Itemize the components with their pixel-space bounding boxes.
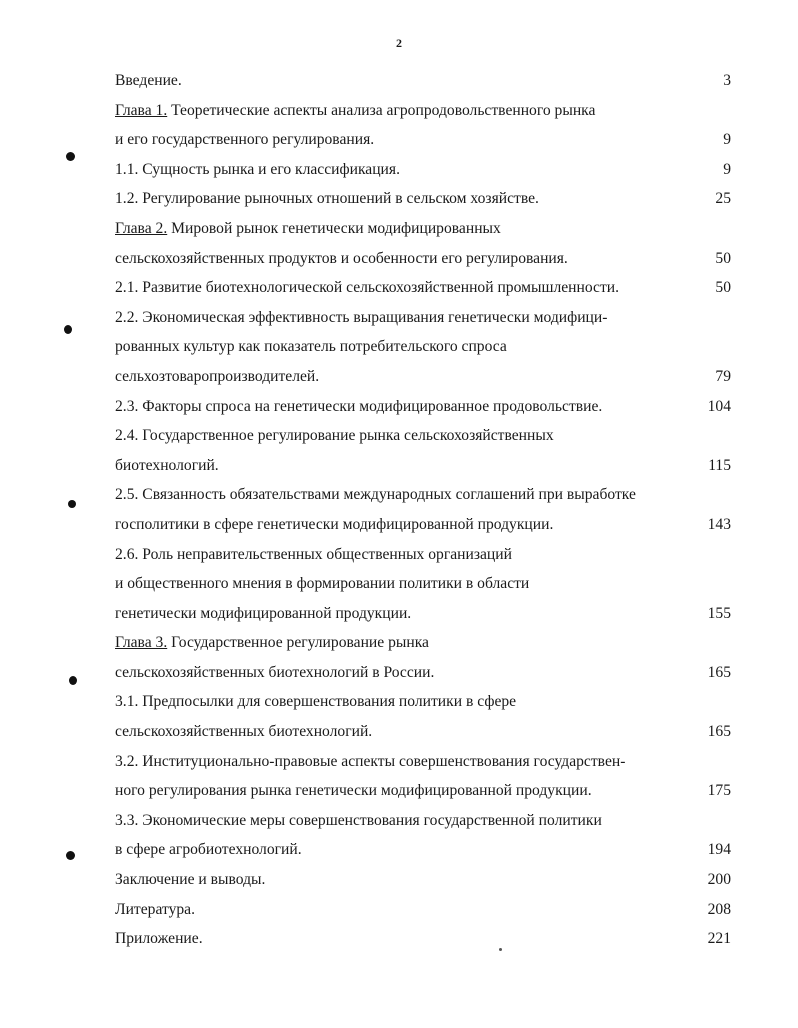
- toc-entry-page: 155: [707, 604, 731, 622]
- toc-entry-page: 79: [715, 367, 731, 385]
- toc-entry-text: [115, 332, 507, 362]
- toc-entry-title: Государственное регулирование рынка: [167, 634, 429, 652]
- toc-entry-title: 2.6. Роль неправительственных общественных организаций: [115, 545, 512, 563]
- toc-entry: [115, 540, 731, 570]
- toc-entry-page: 50: [715, 279, 731, 297]
- toc-entry-page: 200: [707, 871, 731, 889]
- toc-entry-text: [115, 96, 595, 126]
- toc-entry: [115, 332, 731, 362]
- toc-entry-text: [115, 628, 429, 658]
- toc-entry: [115, 687, 731, 717]
- toc-entry-text: [115, 392, 602, 422]
- toc-entry-title: Теоретические аспекты анализа агропродовольственного рынка: [167, 101, 596, 119]
- toc-entry-text: [115, 244, 568, 274]
- toc-entry-title: ного регулирования рынка генетически модифицированной продукции.: [115, 782, 592, 800]
- toc-entry: [115, 776, 731, 806]
- toc-entry-page: 175: [707, 782, 731, 800]
- toc-entry: [115, 628, 731, 658]
- toc-entry: [115, 273, 731, 303]
- toc-entry: [115, 658, 731, 688]
- toc-entry-title: 2.4. Государственное регулирование рынка сельскохозяйственных: [115, 427, 554, 445]
- toc-entry: [115, 806, 731, 836]
- toc-entry-text: [115, 806, 602, 836]
- toc-entry-title: сельскохозяйственных биотехнологий.: [115, 723, 373, 741]
- toc-entry-text: [115, 717, 372, 747]
- toc-entry-title: рованных культур как показатель потребительского спроса: [115, 338, 507, 356]
- toc-entry-text: [115, 125, 374, 155]
- toc-entry-text: [115, 865, 265, 895]
- toc-entry-text: [115, 569, 529, 599]
- toc-entry-title: 2.1. Развитие биотехнологической сельскохозяйственной промышленности.: [115, 279, 620, 297]
- page-number: 2: [396, 36, 402, 50]
- toc-entry: [115, 451, 731, 481]
- toc-entry-page: 50: [715, 249, 731, 267]
- toc-entry-text: [115, 421, 554, 451]
- toc-entry-title: 2.5. Связанность обязательствами международных соглашений при выработке: [115, 486, 636, 504]
- toc-entry-page: 104: [707, 397, 731, 415]
- toc-entry-title: 3.1. Предпосылки для совершенствования политики в сфере: [115, 693, 517, 711]
- toc-entry: [115, 184, 731, 214]
- toc-entry: [115, 392, 731, 422]
- toc-entry-page: 9: [723, 160, 731, 178]
- toc-entry-text: [115, 658, 434, 688]
- toc-entry: [115, 125, 731, 155]
- punch-hole-mark: [64, 325, 72, 334]
- chapter-label: Глава 3.: [115, 634, 168, 652]
- toc-entry: [115, 717, 731, 747]
- toc-entry-title: 3.3. Экономические меры совершенствования государственной политики: [115, 811, 602, 829]
- toc-entry: [115, 865, 731, 895]
- toc-entry: [115, 421, 731, 451]
- chapter-label: Глава 1.: [115, 101, 168, 119]
- toc-entry-page: 165: [707, 663, 731, 681]
- toc-entry-title: Введение.: [115, 72, 182, 89]
- toc-entry: [115, 362, 731, 392]
- toc-entry-title: биотехнологий.: [115, 456, 219, 474]
- toc-entry-text: [115, 747, 625, 777]
- toc-entry: [115, 155, 731, 185]
- toc-entry-title: госполитики в сфере генетически модифицированной продукции.: [115, 515, 554, 533]
- toc-entry-page: 9: [723, 131, 731, 149]
- toc-entry-text: [115, 599, 411, 629]
- punch-hole-mark: [66, 152, 75, 161]
- toc-entry-page: 208: [707, 900, 731, 918]
- toc-entry-title: сельскохозяйственных биотехнологий в России.: [115, 663, 435, 681]
- toc-entry-title: Мировой рынок генетически модифицированных: [167, 219, 501, 237]
- toc-entry: [115, 480, 731, 510]
- toc-entry-title: Приложение.: [115, 930, 203, 948]
- toc-entry-title: и его государственного регулирования.: [115, 131, 375, 149]
- chapter-label: Глава 2.: [115, 219, 168, 237]
- toc-entry-page: 3: [723, 72, 731, 89]
- table-of-contents: [115, 66, 731, 954]
- punch-hole-mark: [69, 676, 77, 685]
- toc-entry-page: 221: [707, 930, 731, 948]
- toc-entry-text: [115, 924, 203, 954]
- toc-entry: [115, 66, 731, 96]
- toc-entry: [115, 924, 731, 954]
- toc-entry-page: 143: [707, 515, 731, 533]
- toc-entry-page: 25: [715, 190, 731, 208]
- toc-entry: [115, 835, 731, 865]
- toc-entry-page: 194: [707, 841, 731, 859]
- toc-entry: [115, 599, 731, 629]
- toc-entry-text: [115, 776, 592, 806]
- toc-entry-title: сельскохозяйственных продуктов и особенности его регулирования.: [115, 249, 568, 267]
- toc-entry-text: [115, 155, 400, 185]
- toc-entry-text: [115, 480, 636, 510]
- toc-entry-text: [115, 895, 195, 925]
- toc-entry-text: [115, 214, 501, 244]
- toc-entry-title: генетически модифицированной продукции.: [115, 604, 412, 622]
- toc-entry-title: сельхозтоваропроизводителей.: [115, 367, 320, 385]
- toc-entry-title: и общественного мнения в формировании политики в области: [115, 575, 530, 593]
- punch-hole-mark: [66, 851, 75, 860]
- toc-entry-text: [115, 451, 219, 481]
- toc-entry-title: Заключение и выводы.: [115, 871, 266, 889]
- punch-hole-mark: [68, 500, 76, 508]
- scan-speck: [499, 948, 502, 951]
- toc-entry-title: 2.2. Экономическая эффективность выращивания генетически модифици-: [115, 308, 608, 326]
- toc-entry-text: [115, 184, 539, 214]
- toc-entry-title: 2.3. Факторы спроса на генетически модифицированное продовольствие.: [115, 397, 603, 415]
- toc-entry: [115, 96, 731, 126]
- toc-entry: [115, 303, 731, 333]
- toc-entry-title: Литература.: [115, 900, 195, 918]
- toc-entry-text: [115, 303, 607, 333]
- toc-entry-text: [115, 273, 619, 303]
- toc-entry-page: 115: [708, 456, 731, 474]
- toc-entry-title: 1.2. Регулирование рыночных отношений в сельском хозяйстве.: [115, 190, 539, 208]
- toc-entry-text: [115, 540, 512, 570]
- toc-entry: [115, 747, 731, 777]
- toc-entry-text: [115, 66, 182, 96]
- toc-entry-title: 1.1. Сущность рынка и его классификация.: [115, 160, 400, 178]
- toc-entry: [115, 214, 731, 244]
- toc-entry-text: [115, 510, 553, 540]
- toc-entry: [115, 244, 731, 274]
- toc-entry-page: 165: [707, 723, 731, 741]
- toc-entry: [115, 569, 731, 599]
- toc-entry-text: [115, 362, 319, 392]
- toc-entry-text: [115, 835, 302, 865]
- toc-entry-title: 3.2. Институционально-правовые аспекты совершенствования государствен-: [115, 752, 626, 770]
- toc-entry: [115, 510, 731, 540]
- toc-entry-text: [115, 687, 516, 717]
- toc-entry-title: в сфере агробиотехнологий.: [115, 841, 302, 859]
- toc-entry: [115, 895, 731, 925]
